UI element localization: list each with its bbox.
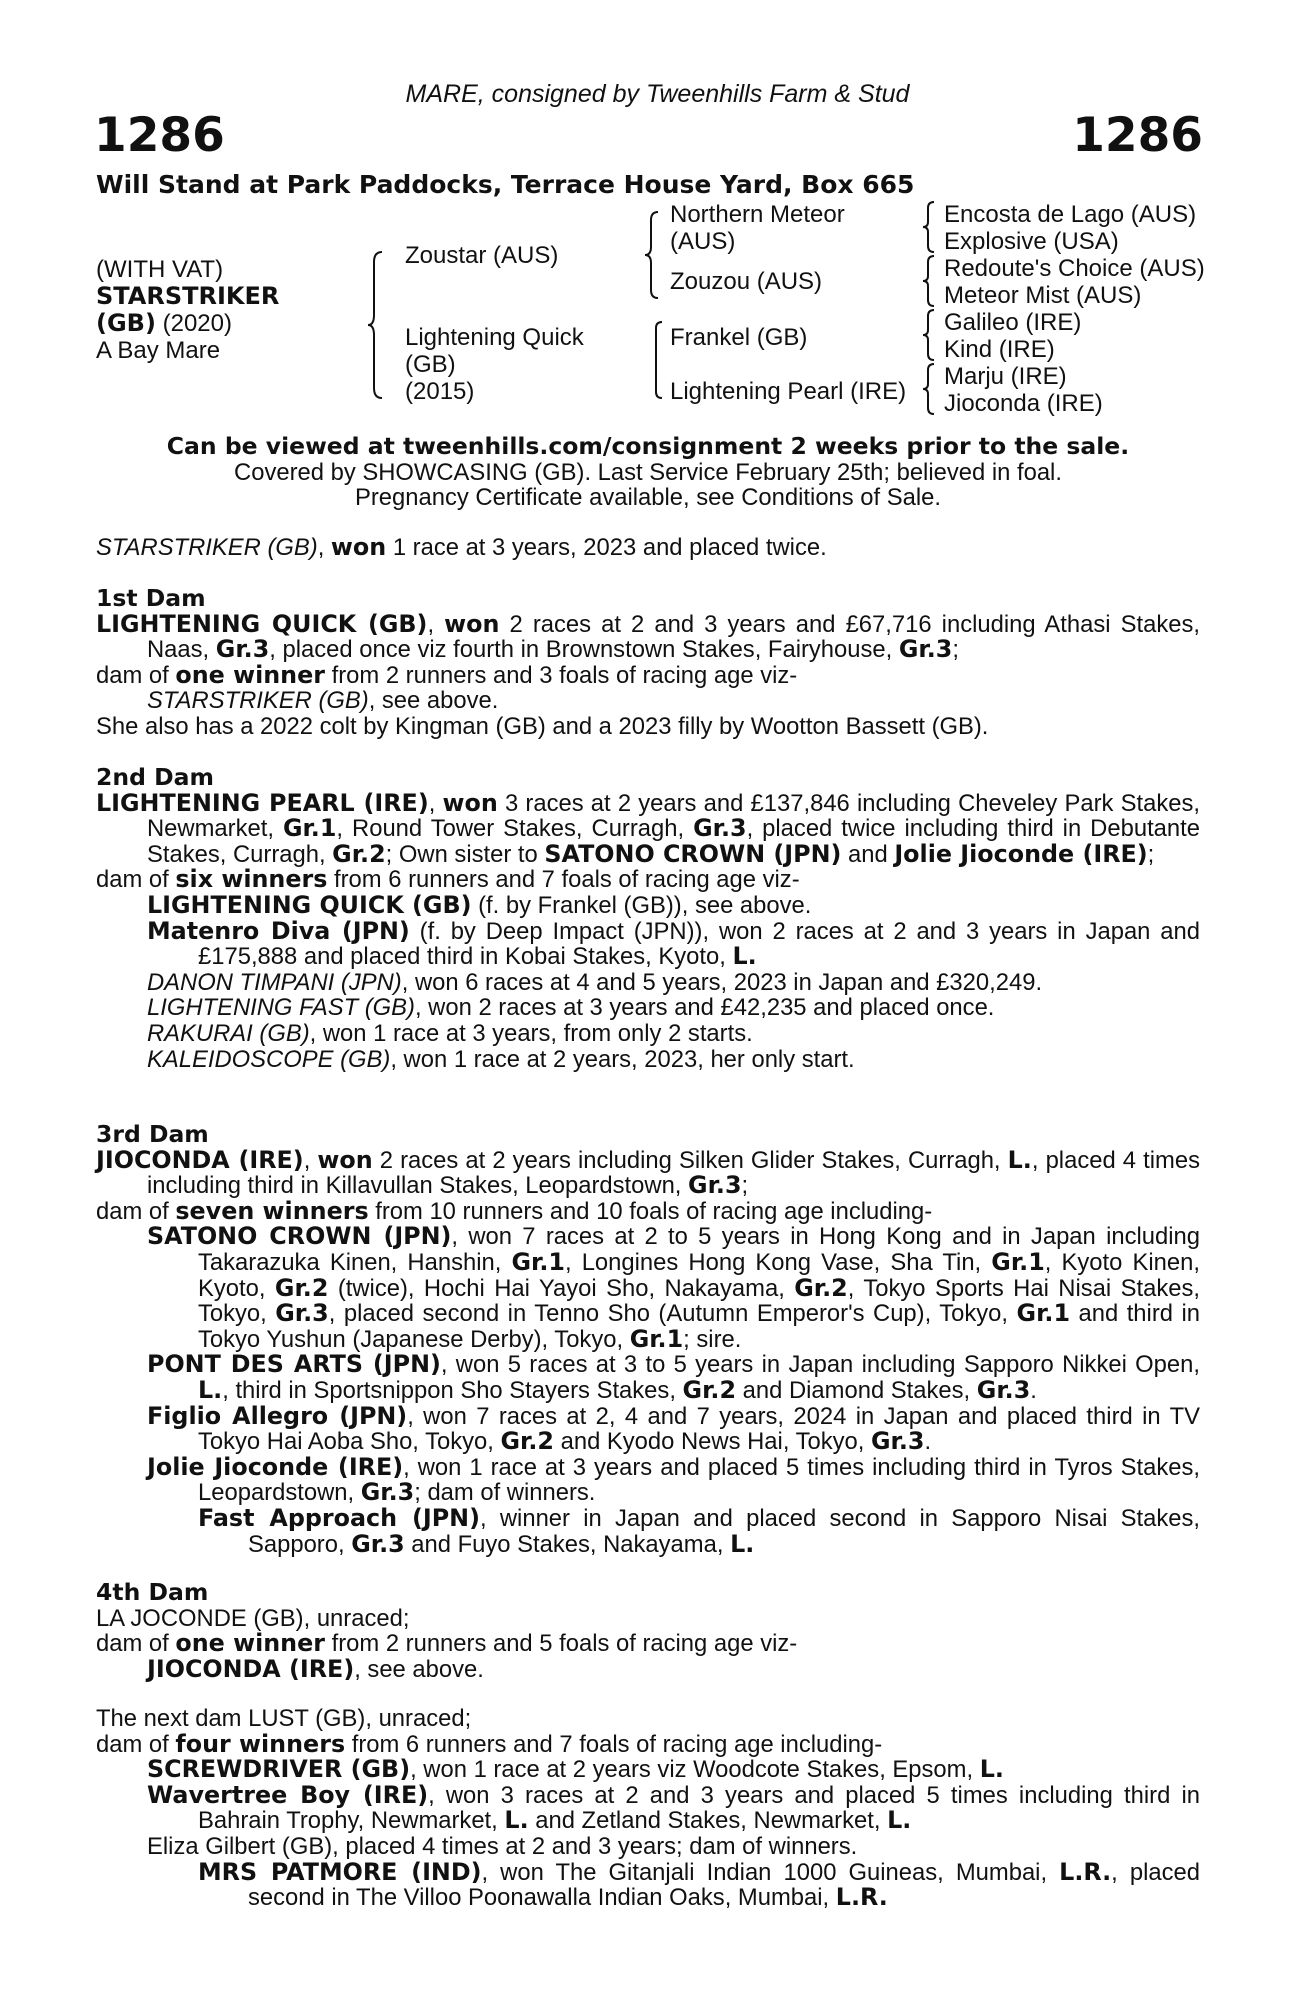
next-dam-foal-3: Eliza Gilbert (GB), placed 4 times at 2 and 3 years; dam of winners.	[147, 1832, 858, 1860]
third-dam-foal-3: Figlio Allegro (JPN), won 7 races at 2, 4 and 7 years, 2024 in Japan and placed third in TV Tokyo Hai Aoba Sho, Tokyo, Gr.2 and Kyodo News Hai, Tokyo, Gr.3.	[147, 1401, 1200, 1456]
covered-notice: Covered by SHOWCASING (GB). Last Service February 25th; believed in foal.	[234, 458, 1062, 486]
next-dam-record: The next dam LUST (GB), unraced;	[96, 1705, 472, 1732]
third-dam-foal-4: Jolie Jioconde (IRE), won 1 race at 3 years and placed 5 times including third in Tyros Stakes, Leopardstown, Gr.3; dam of winners.	[147, 1452, 1200, 1507]
brace-gg-3	[922, 308, 936, 362]
third-dam-produce: dam of seven winners from 10 runners and 10 foals of racing age including-	[96, 1196, 933, 1225]
third-dam-section	[96, 1122, 1200, 1557]
second-dam-produce: dam of six winners from 6 runners and 7 foals of racing age viz-	[96, 865, 800, 894]
viewing-notice: Can be viewed at tweenhills.com/consignment 2 weeks prior to the sale.	[166, 432, 1130, 460]
pregnancy-notice: Pregnancy Certificate available, see Conditions of Sale.	[355, 484, 941, 512]
sire-sire-2: (AUS)	[670, 228, 736, 255]
next-dam-section	[96, 1706, 1200, 1911]
third-dam-grandfoal-1: Fast Approach (JPN), winner in Japan and placed second in Sapporo Nisai Stakes, Sapporo, Gr.3 and Fuyo Stakes, Nakayama, L.	[198, 1503, 1201, 1558]
brace-gg-2	[922, 254, 936, 308]
stand-location: Will Stand at Park Paddocks, Terrace House Yard, Box 665	[96, 170, 915, 199]
fourth-dam-produce: dam of one winner from 2 runners and 5 foals of racing age viz-	[96, 1629, 798, 1658]
first-dam-record: LIGHTENING QUICK (GB), won 2 races at 2 and 3 years and £67,716 including Athasi Stakes, Naas, Gr.3, placed once viz fourth in Brownstown Stakes, Fairyhouse, Gr.3;	[96, 609, 1200, 664]
brace-gg-1	[922, 200, 936, 254]
dam-line-3: (2015)	[405, 378, 475, 405]
first-dam-note: She also has a 2022 colt by Kingman (GB) and a 2023 filly by Wootton Bassett (GB).	[96, 712, 989, 740]
dam-sire: Frankel (GB)	[670, 324, 808, 351]
sire: Zoustar (AUS)	[405, 242, 559, 269]
lot-number-right: 1286	[1072, 108, 1203, 163]
gg-sds: Redoute's Choice (AUS)	[944, 255, 1205, 282]
fourth-dam-section	[96, 1580, 1200, 1682]
second-dam-foal-5: RAKURAI (GB), won 1 race at 3 years, from only 2 starts.	[147, 1019, 753, 1047]
intro-line: STARSTRIKER (GB), won 1 race at 3 years, 2023 and placed twice.	[96, 533, 827, 561]
gg-dsd: Kind (IRE)	[944, 336, 1055, 363]
brace-dam	[650, 320, 664, 400]
third-dam-foal-1: SATONO CROWN (JPN), won 7 races at 2 to 5 years in Hong Kong and in Japan including Takarazuka Kinen, Hanshin, Gr.1, Longines Hong Kong Vase, Sha Tin, Gr.1, Kyoto Kinen, Kyoto, Gr.2 (twice), Hochi Hai Yayoi Sho, Nakayama, Gr.2, Tokyo Sports Hai Nisai Stakes, Tokyo, Gr.3, placed second in Tenno Sho (Autumn Emperor's Cup), Tokyo, Gr.1 and third in Tokyo Yushun (Japanese Derby), Tokyo, Gr.1; sire.	[147, 1222, 1201, 1353]
next-dam-produce: dam of four winners from 6 runners and 7 foals of racing age including-	[96, 1729, 883, 1758]
lot-number-left: 1286	[94, 108, 225, 163]
vat-label: (WITH VAT)	[96, 256, 224, 283]
gg-dss: Galileo (IRE)	[944, 309, 1082, 336]
third-dam-record: JIOCONDA (IRE), won 2 races at 2 years including Silken Glider Stakes, Curragh, L., placed 4 times including third in Killavullan Stakes, Leopardstown, Gr.3;	[96, 1145, 1200, 1200]
fourth-dam-record: LA JOCONDE (GB), unraced;	[96, 1604, 410, 1632]
second-dam-foal-1: LIGHTENING QUICK (GB) (f. by Frankel (GB)), see above.	[147, 890, 812, 919]
horse-country-year: (GB) (2020)	[96, 309, 232, 337]
second-dam-foal-2: Matenro Diva (JPN) (f. by Deep Impact (JPN)), won 2 races at 2 and 3 years in Japan and £175,888 and placed third in Kobai Stakes, Kyoto, L.	[147, 916, 1200, 971]
second-dam-heading: 2nd Dam	[96, 763, 214, 791]
brace-sire	[642, 210, 662, 300]
horse-description: A Bay Mare	[96, 337, 221, 364]
first-dam-heading: 1st Dam	[96, 584, 206, 612]
brace-gg-4	[922, 362, 936, 416]
gg-ssd: Explosive (USA)	[944, 228, 1119, 255]
dam-dam: Lightening Pearl (IRE)	[670, 378, 907, 405]
next-dam-grandfoal-1: MRS PATMORE (IND), won The Gitanjali Indian 1000 Guineas, Mumbai, L.R., placed second in The Villoo Poonawalla Indian Oaks, Mumbai, L.R.	[198, 1857, 1200, 1912]
next-dam-foal-2: Wavertree Boy (IRE), won 3 races at 2 and 3 years and placed 5 times including third in Bahrain Trophy, Newmarket, L. and Zetland Stakes, Newmarket, L.	[147, 1780, 1200, 1835]
second-dam-foal-6: KALEIDOSCOPE (GB), won 1 race at 2 years, 2023, her only start.	[147, 1045, 855, 1073]
first-dam-section	[96, 586, 1200, 740]
consignment-line: MARE, consigned by Tweenhills Farm & Stud	[405, 80, 910, 108]
first-dam-foal-1: STARSTRIKER (GB), see above.	[147, 687, 499, 715]
second-dam-foal-3: DANON TIMPANI (JPN), won 6 races at 4 and 5 years, 2023 in Japan and £320,249.	[147, 968, 1043, 996]
third-dam-foal-2: PONT DES ARTS (JPN), won 5 races at 3 to 5 years in Japan including Sapporo Nikkei Open, L., third in Sportsnippon Sho Stayers Stakes, Gr.2 and Diamond Stakes, Gr.3.	[147, 1350, 1200, 1404]
second-dam-section	[96, 765, 1200, 1072]
next-dam-foal-1: SCREWDRIVER (GB), won 1 race at 2 years viz Woodcote Stakes, Epsom, L.	[147, 1755, 1004, 1784]
gg-sdd: Meteor Mist (AUS)	[944, 282, 1142, 309]
gg-ddd: Jioconda (IRE)	[944, 390, 1103, 417]
horse-name: STARSTRIKER	[96, 282, 280, 310]
notice-block	[96, 434, 1200, 511]
gg-dds: Marju (IRE)	[944, 363, 1067, 390]
dam-line-1: Lightening Quick	[405, 324, 584, 351]
sire-dam: Zouzou (AUS)	[670, 268, 823, 295]
second-dam-foal-4: LIGHTENING FAST (GB), won 2 races at 3 years and £42,235 and placed once.	[147, 994, 995, 1022]
gg-sss: Encosta de Lago (AUS)	[944, 201, 1197, 228]
sire-sire-1: Northern Meteor	[670, 201, 845, 228]
second-dam-record: LIGHTENING PEARL (IRE), won 3 races at 2 years and £137,846 including Cheveley Park Stakes, Newmarket, Gr.1, Round Tower Stakes, Curragh, Gr.3, placed twice including third in Debutante Stakes, Curragh, Gr.2; Own sister to SATONO CROWN (JPN) and Jolie Jioconde (IRE);	[96, 788, 1200, 868]
fourth-dam-heading: 4th Dam	[96, 1578, 209, 1606]
fourth-dam-foal-1: JIOCONDA (IRE), see above.	[147, 1654, 484, 1683]
brace-main	[366, 250, 386, 400]
dam-line-2: (GB)	[405, 351, 456, 378]
first-dam-produce: dam of one winner from 2 runners and 3 foals of racing age viz-	[96, 660, 798, 689]
third-dam-heading: 3rd Dam	[96, 1120, 209, 1148]
